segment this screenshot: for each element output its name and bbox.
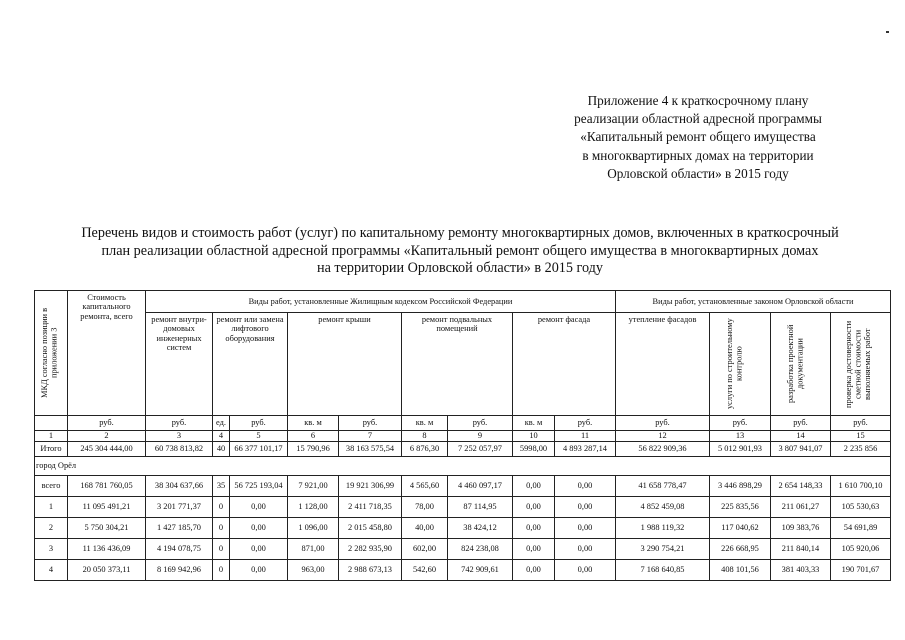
total-cell: 66 377 101,17 — [230, 442, 288, 457]
total-cell: Итого — [35, 442, 68, 457]
table-cell: всего — [35, 476, 68, 497]
units-cell: руб. — [710, 416, 771, 431]
table-cell: 105 920,06 — [831, 539, 891, 560]
header-insulation: утепление фасадов — [616, 313, 710, 416]
table-cell: 38 424,12 — [448, 518, 513, 539]
table-cell: 56 725 193,04 — [230, 476, 288, 497]
header-regional-law: Виды работ, установленные законом Орловской области — [616, 291, 891, 313]
total-cell: 38 163 575,54 — [339, 442, 402, 457]
table-cell: 109 383,76 — [771, 518, 831, 539]
table-cell: 105 530,63 — [831, 497, 891, 518]
table-cell: 408 101,56 — [710, 560, 771, 581]
table-cell: 0,00 — [555, 497, 616, 518]
total-cell: 56 822 909,36 — [616, 442, 710, 457]
table-cell: 11 136 436,09 — [68, 539, 146, 560]
works-cost-table — [34, 290, 891, 581]
total-cell: 60 738 813,82 — [146, 442, 213, 457]
table-cell: 1 427 185,70 — [146, 518, 213, 539]
total-cell: 6 876,30 — [402, 442, 448, 457]
table-cell: 7 921,00 — [288, 476, 339, 497]
table-cell: 3 — [35, 539, 68, 560]
table-cell: 0 — [213, 497, 230, 518]
units-cell: руб. — [771, 416, 831, 431]
header-construction-control: услуги по строительному контролю — [710, 313, 771, 416]
column-number: 5 — [230, 431, 288, 442]
table-cell: 226 668,95 — [710, 539, 771, 560]
column-numbers-row — [35, 431, 891, 442]
document-title — [30, 225, 890, 278]
table-row — [35, 476, 891, 497]
units-cell: руб. — [68, 416, 146, 431]
appendix-line: «Капитальный ремонт общего имущества — [580, 129, 816, 145]
appendix-note — [548, 92, 848, 183]
table-cell: 41 658 778,47 — [616, 476, 710, 497]
header-facade: ремонт фасада — [513, 313, 616, 416]
table-cell: 2 015 458,80 — [339, 518, 402, 539]
table-cell: 3 446 898,29 — [710, 476, 771, 497]
table-cell: 381 403,33 — [771, 560, 831, 581]
column-number: 15 — [831, 431, 891, 442]
table-cell: 542,60 — [402, 560, 448, 581]
header-internal-systems: ремонт внутри-домовых инженерных систем — [146, 313, 213, 416]
total-cell: 40 — [213, 442, 230, 457]
table-cell: 1 610 700,10 — [831, 476, 891, 497]
table-cell: 0,00 — [513, 560, 555, 581]
column-number: 13 — [710, 431, 771, 442]
table-cell: 4 — [35, 560, 68, 581]
header-elevator: ремонт или замена лифтового оборудования — [213, 313, 288, 416]
table-cell: 0 — [213, 539, 230, 560]
table-cell: 2 282 935,90 — [339, 539, 402, 560]
units-cell: руб. — [616, 416, 710, 431]
table-cell: 963,00 — [288, 560, 339, 581]
units-cell: руб. — [448, 416, 513, 431]
table-cell: 1 128,00 — [288, 497, 339, 518]
table-cell: 38 304 637,66 — [146, 476, 213, 497]
appendix-line: в многоквартирных домах на территории — [582, 147, 814, 163]
table-cell: 5 750 304,21 — [68, 518, 146, 539]
total-cell: 4 893 287,14 — [555, 442, 616, 457]
table-cell: 0 — [213, 560, 230, 581]
total-row — [35, 442, 891, 457]
table-cell: 0,00 — [230, 518, 288, 539]
table-cell: 211 840,14 — [771, 539, 831, 560]
table-cell: 7 168 640,85 — [616, 560, 710, 581]
column-number: 4 — [213, 431, 230, 442]
units-cell: руб. — [146, 416, 213, 431]
table-cell: 19 921 306,99 — [339, 476, 402, 497]
scan-speck — [886, 31, 889, 33]
table-cell: 3 201 771,37 — [146, 497, 213, 518]
data-rows — [35, 476, 891, 581]
units-cell — [35, 416, 68, 431]
table-cell: 4 460 097,17 — [448, 476, 513, 497]
table-cell: 0 — [213, 518, 230, 539]
table-cell: 2 988 673,13 — [339, 560, 402, 581]
table-cell: 0,00 — [555, 518, 616, 539]
header-design-docs: разработка проектной документации — [771, 313, 831, 416]
table-cell: 871,00 — [288, 539, 339, 560]
table-cell: 824 238,08 — [448, 539, 513, 560]
column-number: 11 — [555, 431, 616, 442]
table-cell: 0,00 — [513, 539, 555, 560]
table-cell: 2 411 718,35 — [339, 497, 402, 518]
total-cell: 2 235 856 — [831, 442, 891, 457]
table-cell: 0,00 — [555, 539, 616, 560]
table-row — [35, 497, 891, 518]
table-cell: 35 — [213, 476, 230, 497]
column-number: 12 — [616, 431, 710, 442]
table-cell: 87 114,95 — [448, 497, 513, 518]
table-cell: 0,00 — [230, 497, 288, 518]
units-cell: кв. м — [402, 416, 448, 431]
table-cell: 602,00 — [402, 539, 448, 560]
appendix-line: Приложение 4 к краткосрочному плану — [587, 93, 809, 108]
units-cell: кв. м — [513, 416, 555, 431]
units-cell: руб. — [555, 416, 616, 431]
table-cell: 0,00 — [230, 539, 288, 560]
header-roof: ремонт крыши — [288, 313, 402, 416]
column-number: 7 — [339, 431, 402, 442]
header-basement: ремонт подвальных помещений — [402, 313, 513, 416]
header-estimate-check: проверка достоверности сметной стоимости выполняемых работ — [831, 313, 891, 416]
table-row — [35, 560, 891, 581]
column-number: 2 — [68, 431, 146, 442]
table-cell: 211 061,27 — [771, 497, 831, 518]
table-cell: 4 194 078,75 — [146, 539, 213, 560]
table-cell: 8 169 942,96 — [146, 560, 213, 581]
total-cell: 245 304 444,00 — [68, 442, 146, 457]
table-cell: 1 988 119,32 — [616, 518, 710, 539]
table-cell: 225 835,56 — [710, 497, 771, 518]
column-number: 3 — [146, 431, 213, 442]
units-cell: руб. — [230, 416, 288, 431]
header-housing-code: Виды работ, установленные Жилищным кодексом Российской Федерации — [146, 291, 616, 313]
table-cell: 1 — [35, 497, 68, 518]
column-number: 8 — [402, 431, 448, 442]
table-cell: 0,00 — [513, 518, 555, 539]
table-cell: 168 781 760,05 — [68, 476, 146, 497]
header-mkd: МКД согласно позиции в приложении 3 — [35, 291, 68, 416]
appendix-line: реализации областной адресной программы — [574, 111, 822, 127]
table-cell: 78,00 — [402, 497, 448, 518]
column-number: 6 — [288, 431, 339, 442]
city-row — [35, 457, 891, 476]
table-cell: 117 040,62 — [710, 518, 771, 539]
column-number: 1 — [35, 431, 68, 442]
units-cell: кв. м — [288, 416, 339, 431]
total-cell: 15 790,96 — [288, 442, 339, 457]
table-cell: 0,00 — [555, 560, 616, 581]
table-cell: 4 852 459,08 — [616, 497, 710, 518]
table-row — [35, 518, 891, 539]
total-cell: 3 807 941,07 — [771, 442, 831, 457]
title-line: Перечень видов и стоимость работ (услуг) по капитальному ремонту многоквартирных домов, включенных в краткосрочный — [81, 225, 839, 241]
table-cell: 190 701,67 — [831, 560, 891, 581]
units-cell: ед. — [213, 416, 230, 431]
table-cell: 0,00 — [555, 476, 616, 497]
units-cell: руб. — [339, 416, 402, 431]
table-cell: 54 691,89 — [831, 518, 891, 539]
title-line: план реализации областной адресной программы «Капитальный ремонт общего имущества в многоквартирных домах — [101, 242, 819, 259]
city-label: город Орёл — [35, 457, 891, 476]
header-total-cost: Стоимость капитального ремонта, всего — [68, 291, 146, 416]
table-cell: 0,00 — [513, 476, 555, 497]
table-cell: 0,00 — [230, 560, 288, 581]
table-cell: 20 050 373,11 — [68, 560, 146, 581]
table-cell: 11 095 491,21 — [68, 497, 146, 518]
title-line: на территории Орловской области» в 2015 году — [317, 260, 603, 276]
table-cell: 0,00 — [513, 497, 555, 518]
total-cell: 7 252 057,97 — [448, 442, 513, 457]
units-row — [35, 416, 891, 431]
total-cell: 5 012 901,93 — [710, 442, 771, 457]
table-cell: 4 565,60 — [402, 476, 448, 497]
table-row — [35, 539, 891, 560]
table-cell: 40,00 — [402, 518, 448, 539]
table-cell: 742 909,61 — [448, 560, 513, 581]
table-cell: 2 654 148,33 — [771, 476, 831, 497]
total-cell: 5998,00 — [513, 442, 555, 457]
units-cell: руб. — [831, 416, 891, 431]
column-number: 14 — [771, 431, 831, 442]
table-cell: 1 096,00 — [288, 518, 339, 539]
table-cell: 3 290 754,21 — [616, 539, 710, 560]
column-number: 9 — [448, 431, 513, 442]
column-number: 10 — [513, 431, 555, 442]
table-cell: 2 — [35, 518, 68, 539]
appendix-line: Орловской области» в 2015 году — [607, 165, 789, 181]
